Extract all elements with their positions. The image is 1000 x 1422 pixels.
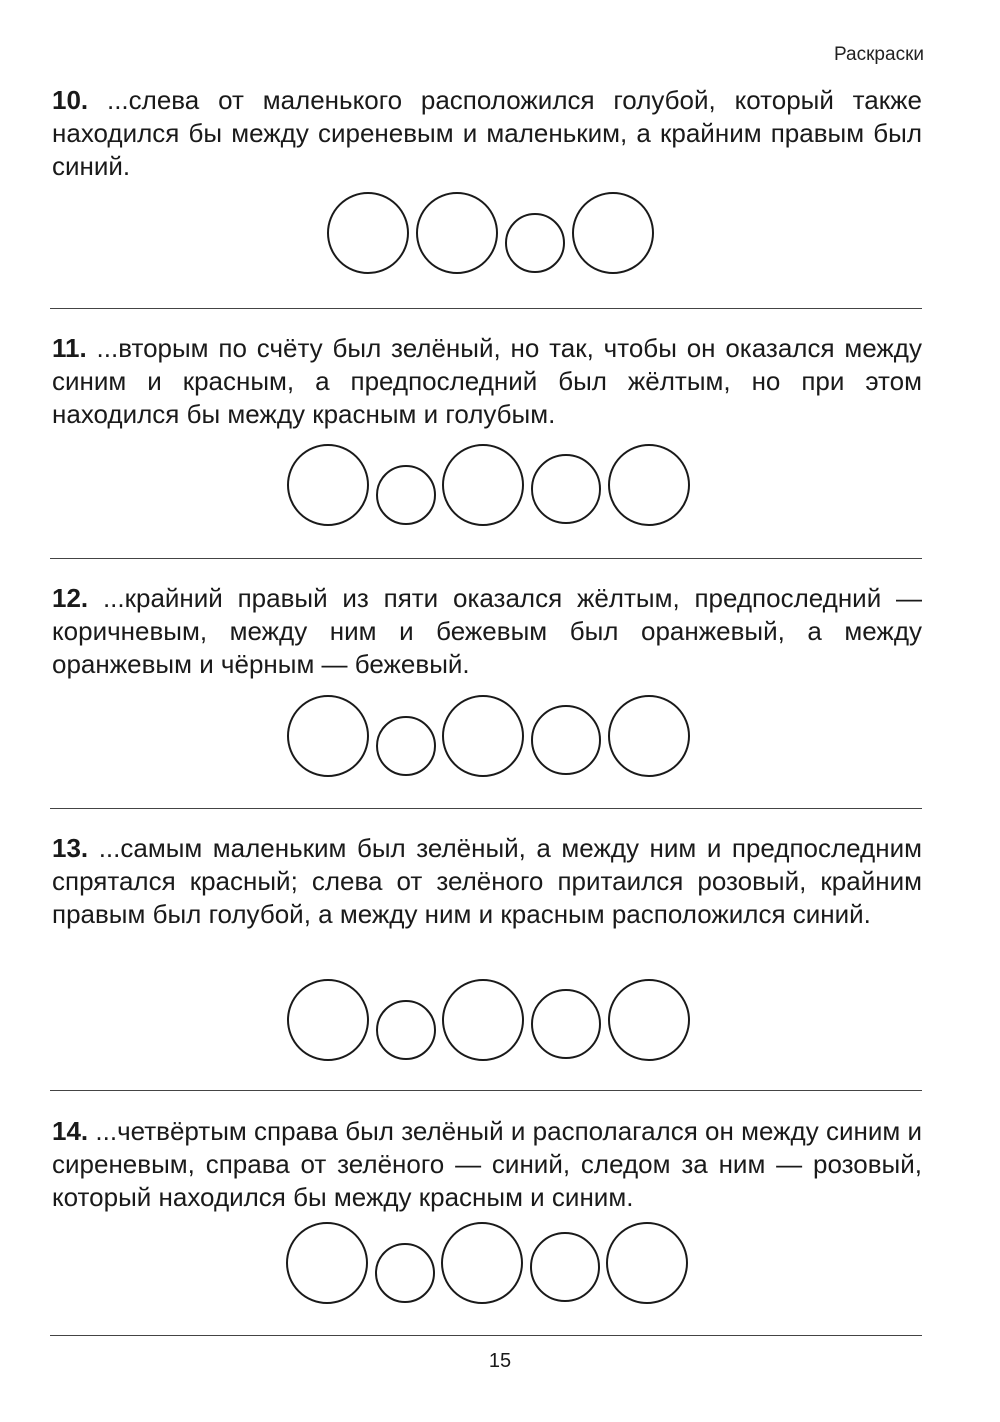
circle[interactable]	[377, 717, 435, 775]
circle[interactable]	[607, 1223, 687, 1303]
divider	[50, 558, 922, 559]
circle[interactable]	[609, 980, 689, 1060]
circle[interactable]	[532, 455, 600, 523]
circle[interactable]	[288, 445, 368, 525]
task-number: 12.	[52, 583, 89, 613]
section-title: Раскраски	[834, 44, 924, 65]
task-body: ...четвёртым справа был зелёный и располагался он между синим и сиреневым, справа от зелёного — синий, следом за ним — розовый, который находился бы между красным и синим.	[52, 1116, 922, 1212]
task-number: 14.	[52, 1116, 89, 1146]
circle[interactable]	[443, 980, 523, 1060]
circle[interactable]	[443, 696, 523, 776]
circle[interactable]	[609, 445, 689, 525]
circle[interactable]	[377, 466, 435, 524]
circle[interactable]	[532, 706, 600, 774]
circle[interactable]	[288, 980, 368, 1060]
circle[interactable]	[506, 214, 564, 272]
circle[interactable]	[573, 193, 653, 273]
task-10-circles	[0, 188, 1000, 288]
task-14-text	[52, 1115, 922, 1214]
circle[interactable]	[417, 193, 497, 273]
task-12-text	[52, 582, 922, 681]
task-body: ...крайний правый из пяти оказался жёлтым, предпоследний — коричневым, между ним и бежевым был оранжевый, а между оранжевым и чёрным — бежевый.	[52, 583, 922, 679]
circle[interactable]	[442, 1223, 522, 1303]
task-12-circles	[0, 688, 1000, 788]
circle[interactable]	[377, 1001, 435, 1059]
circle[interactable]	[531, 1233, 599, 1301]
task-number: 11.	[52, 333, 87, 363]
divider	[50, 1335, 922, 1336]
task-body: ...слева от маленького расположился голубой, который также находился бы между сиреневым и маленьким, а крайним правым был синий.	[52, 85, 922, 181]
circle[interactable]	[376, 1244, 434, 1302]
task-10-text	[52, 84, 922, 183]
task-14-circles	[0, 1218, 1000, 1318]
task-11-text	[52, 332, 922, 431]
task-number: 10.	[52, 85, 89, 115]
circle[interactable]	[532, 990, 600, 1058]
circle[interactable]	[609, 696, 689, 776]
circle[interactable]	[288, 696, 368, 776]
task-number: 13.	[52, 833, 89, 863]
divider	[50, 808, 922, 809]
task-13-text	[52, 832, 922, 931]
task-body: ...вторым по счёту был зелёный, но так, чтобы он оказался между синим и красным, а предпоследний был жёлтым, но при этом находился бы между красным и голубым.	[52, 333, 922, 429]
task-body: ...самым маленьким был зелёный, а между ним и предпоследним спрятался красный; слева от зелёного притаился розовый, крайним правым был голубой, а между ним и красным расположился синий.	[52, 833, 922, 929]
task-11-circles	[0, 437, 1000, 537]
task-13-circles	[0, 972, 1000, 1072]
divider	[50, 308, 922, 309]
circle[interactable]	[443, 445, 523, 525]
divider	[50, 1090, 922, 1091]
circle[interactable]	[328, 193, 408, 273]
circle[interactable]	[287, 1223, 367, 1303]
page-number: 15	[488, 1350, 512, 1372]
